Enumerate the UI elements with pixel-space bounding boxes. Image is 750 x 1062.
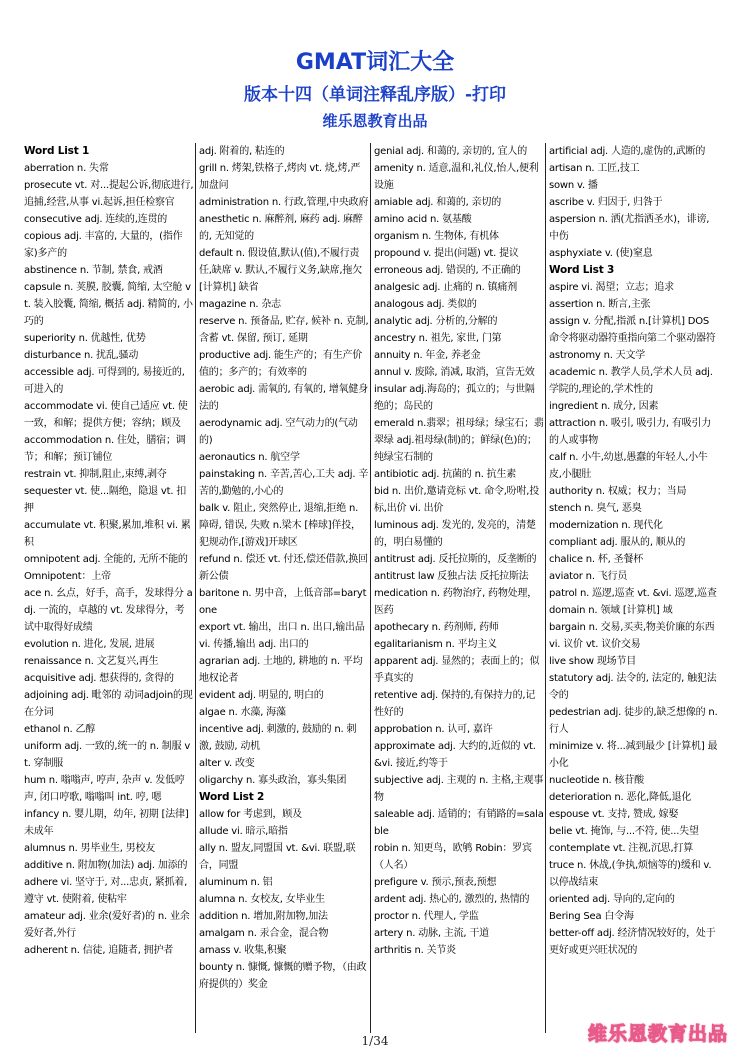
vocab-entry: anesthetic n. 麻醉剂, 麻药 adj. 麻醉的, 无知觉的 <box>199 214 363 242</box>
column-divider <box>195 143 196 1033</box>
vocab-entry: ascribe v. 归因于, 归咎于 <box>549 197 663 208</box>
vocab-entry: luminous adj. 发光的, 发亮的，清楚的，明白易懂的 <box>374 520 536 548</box>
vocab-entry: chalice n. 杯, 圣餐杯 <box>549 554 644 565</box>
vocab-entry: modernization n. 现代化 <box>549 520 663 531</box>
vocab-entry: incentive adj. 刺激的, 鼓励的 n. 刺激, 鼓励, 动机 <box>199 724 357 752</box>
vocab-entry: approbation n. 认可, 嘉许 <box>374 724 493 735</box>
vocab-entry: pedestrian adj. 徒步的,缺乏想像的 n. 行人 <box>549 707 718 735</box>
vocab-entry: hum n. 嗡嗡声, 哼声, 杂声 v. 发低哼声, 闭口哼歌, 嗡嗡叫 int. 哼, 嗯 <box>24 775 185 803</box>
vocab-entry: patrol n. 巡逻,巡查 vt. &vi. 巡逻,巡查 <box>549 588 717 599</box>
vocab-entry: analgesic adj. 止痛的 n. 镇痛剂 <box>374 282 518 293</box>
vocab-entry: truce n. 休战,(争执,烦恼等的)缓和 v. 以停战结束 <box>549 860 712 888</box>
vocab-entry: bounty n. 慷慨, 慷慨的赠予物，（由政府提供的）奖金 <box>199 962 367 990</box>
vocab-entry: aerobic adj. 需氧的, 有氧的, 增氧健身法的 <box>199 384 369 412</box>
vocab-entry: belie vt. 掩饰, 与...不符, 使...失望 <box>549 826 699 837</box>
vocab-entry: propound v. 提出(问题) vt. 提议 <box>374 248 519 259</box>
vocab-entry: alumnus n. 男毕业生, 男校友 <box>24 843 156 854</box>
vocab-entry: reserve n. 预备品, 贮存, 候补 n. 克制, 含蓄 vt. 保留, 预订, 延期 <box>199 316 369 344</box>
vocab-entry: sequester vt. 使...隔绝，隐退 vt. 扣押 <box>24 486 187 514</box>
vocab-entry: academic n. 教学人员,学术人员 adj. 学院的,理论的,学术性的 <box>549 367 713 395</box>
vocab-entry: saleable adj. 适销的；有销路的=salable <box>374 809 544 837</box>
vocab-entry: asphyxiate v. (使)窒息 <box>549 248 653 259</box>
vocab-entry: contemplate vt. 注视,沉思,打算 <box>549 843 694 854</box>
vocab-entry: administration n. 行政,管理,中央政府 <box>199 197 369 208</box>
vocab-entry: ancestry n. 祖先, 家世, 门第 <box>374 333 502 344</box>
vocab-entry: uniform adj. 一致的,统一的 n. 制服 vt. 穿制服 <box>24 741 191 769</box>
vocab-entry: compliant adj. 服从的, 顺从的 <box>549 537 686 548</box>
vocab-entry: grill n. 烤架,铁格子,烤肉 vt. 烧,烤,严加盘问 <box>199 163 361 191</box>
vocab-entry: evident adj. 明显的, 明白的 <box>199 690 324 701</box>
vocab-entry: adhere vi. 坚守于, 对...忠贞, 紧抓着, 遵守 vt. 使附着, 使粘牢 <box>24 877 188 905</box>
word-column-1 <box>24 143 194 1033</box>
vocab-entry: allude vi. 暗示,暗指 <box>199 826 288 837</box>
vocab-entry: balk v. 阻止, 突然停止, 退缩,拒绝 n. 障碍, 错误, 失败 n.梁木 [棒球]佯投，犯规动作,[游戏]开球区 <box>199 503 361 548</box>
vocab-entry: espouse vt. 支持, 赞成, 嫁娶 <box>549 809 679 820</box>
vocab-entry: disturbance n. 扰乱,骚动 <box>24 350 139 361</box>
vocab-entry: aluminum n. 铝 <box>199 877 273 888</box>
vocab-entry: erroneous adj. 错误的, 不正确的 <box>374 265 521 276</box>
vocab-entry: proctor n. 代理人, 学监 <box>374 911 479 922</box>
vocab-entry: aberration n. 失常 <box>24 163 109 174</box>
vocab-entry: nucleotide n. 核苷酸 <box>549 775 644 786</box>
vocab-entry: prosecute vt. 对...提起公诉,彻底进行,追捕,经营,从事 vi.起诉,担任检察官 <box>24 180 194 208</box>
vocab-entry: amenity n. 适意,温和,礼仪,怡人,便利设施 <box>374 163 539 191</box>
vocab-entry: robin n. 知更鸟，欧鸲 Robin：罗宾（人名） <box>374 843 532 871</box>
column-divider <box>370 143 371 1033</box>
vocab-entry: infancy n. 婴儿期，幼年, 初期 [法律]未成年 <box>24 809 189 837</box>
word-column-2 <box>199 143 369 1033</box>
vocab-entry: live show 现场节目 <box>549 656 637 667</box>
vocab-entry: accommodation n. 住处，膳宿；调节；和解；预订铺位 <box>24 435 186 463</box>
vocab-entry: adj. 附着的, 粘连的 <box>199 146 285 157</box>
vocab-entry: bid n. 出价,邀请竞标 vt. 命令,吩咐,投标,出价 vi. 出价 <box>374 486 540 514</box>
vocab-entry: aeronautics n. 航空学 <box>199 452 300 463</box>
vocab-entry: baritone n. 男中音，上低音部=barytone <box>199 588 367 616</box>
vocab-entry: capsule n. 荚膜, 胶囊, 简缩, 太空舱 vt. 装入胶囊, 简缩, 概括 adj. 精简的, 小巧的 <box>24 282 193 327</box>
vocab-entry: medication n. 药物治疗, 药物处理，医药 <box>374 588 538 616</box>
vocab-entry: attraction n. 吸引, 吸引力, 有吸引力的人或事物 <box>549 418 712 446</box>
vocab-entry: restrain vt. 抑制,阻止,束缚,剥夺 <box>24 469 167 480</box>
vocab-entry: algae n. 水藻, 海藻 <box>199 707 286 718</box>
vocab-entry: addition n. 增加,附加物,加法 <box>199 911 328 922</box>
vocab-entry: amiable adj. 和蔼的, 亲切的 <box>374 197 502 208</box>
vocab-entry: bargain n. 交易,买卖,物美价廉的东西 vi. 议价 vt. 议价交易 <box>549 622 715 650</box>
word-list-heading: Word List 3 <box>549 264 615 276</box>
vocab-entry: oriented adj. 导向的,定向的 <box>549 894 675 905</box>
vocab-entry: retentive adj. 保持的,有保持力的,记性好的 <box>374 690 536 718</box>
vocab-entry: aspersion n. 洒(尤指洒圣水)，诽谤, 中伤 <box>549 214 710 242</box>
vocab-entry: painstaking n. 辛苦,苦心,工夫 adj. 辛苦的,勤勉的,小心的 <box>199 469 369 497</box>
vocab-entry: amateur adj. 业余(爱好者)的 n. 业余爱好者,外行 <box>24 911 190 939</box>
vocab-entry: amino acid n. 氨基酸 <box>374 214 472 225</box>
vocab-entry: productive adj. 能生产的；有生产价值的；多产的；有效率的 <box>199 350 363 378</box>
vocab-entry: accessible adj. 可得到的, 易接近的, 可进入的 <box>24 367 185 395</box>
vocab-entry: artery n. 动脉, 主流, 干道 <box>374 928 489 939</box>
vocab-entry: copious adj. 丰富的, 大量的，(指作家)多产的 <box>24 231 183 259</box>
vocab-entry: analytic adj. 分析的,分解的 <box>374 316 498 327</box>
vocab-entry: Bering Sea 白令海 <box>549 911 634 922</box>
vocab-entry: genial adj. 和蔼的, 亲切的, 宜人的 <box>374 146 528 157</box>
vocab-entry: domain n. 领域 [计算机] 域 <box>549 605 673 616</box>
vocab-entry: antibiotic adj. 抗菌的 n. 抗生素 <box>374 469 517 480</box>
vocab-entry: apothecary n. 药剂师, 药师 <box>374 622 499 633</box>
vocab-entry: amalgam n. 汞合金，混合物 <box>199 928 329 939</box>
vocab-entry: assertion n. 断言,主张 <box>549 299 651 310</box>
vocab-entry: ingredient n. 成分, 因素 <box>549 401 659 412</box>
vocab-entry: aviator n. 飞行员 <box>549 571 628 582</box>
vocab-entry: assign v. 分配,指派 n.[计算机] DOS 命令将驱动器符重指向第二个驱动器符 <box>549 316 716 344</box>
vocab-entry: magazine n. 杂志 <box>199 299 281 310</box>
vocab-entry: ethanol n. 乙醇 <box>24 724 96 735</box>
vocab-entry: additive n. 附加物(加法) adj. 加添的 <box>24 860 188 871</box>
vocab-entry: aerodynamic adj. 空气动力的(气动的) <box>199 418 358 446</box>
vocab-entry: artisan n. 工匠,技工 <box>549 163 640 174</box>
vocab-entry: sown v. 播 <box>549 180 598 191</box>
vocab-entry: apparent adj. 显然的；表面上的；似乎真实的 <box>374 656 540 684</box>
vocab-entry: refund n. 偿还 vt. 付还,偿还借款,换回新公债 <box>199 554 368 582</box>
vocab-entry: agrarian adj. 土地的, 耕地的 n. 平均地权论者 <box>199 656 363 684</box>
vocab-entry: superiority n. 优越性, 优势 <box>24 333 146 344</box>
vocab-entry: authority n. 权威；权力；当局 <box>549 486 687 497</box>
word-list-heading: Word List 2 <box>199 791 265 803</box>
column-divider <box>545 143 546 1033</box>
vocab-entry: arthritis n. 关节炎 <box>374 945 456 956</box>
vocab-entry: oligarchy n. 寡头政治，寡头集团 <box>199 775 347 786</box>
vocab-entry: approximate adj. 大约的,近似的 vt. &vi. 接近,约等于 <box>374 741 536 769</box>
vocab-entry: analogous adj. 类似的 <box>374 299 477 310</box>
vocab-entry: accommodate vi. 使自己适应 vt. 使一致，和解；提供方便；容纳；顾及 <box>24 401 188 429</box>
vocab-entry: prefigure v. 预示,预表,预想 <box>374 877 497 888</box>
word-column-4 <box>549 143 719 1033</box>
vocab-entry: subjective adj. 主观的 n. 主格,主观事物 <box>374 775 544 803</box>
vocab-entry: acquisitive adj. 想获得的, 贪得的 <box>24 673 174 684</box>
vocab-entry: alter v. 改变 <box>199 758 255 769</box>
vocab-entry: adherent n. 信徒, 追随者, 拥护者 <box>24 945 174 956</box>
vocab-entry: export vt. 输出，出口 n. 出口,输出品 vi. 传播,输出 adj. 出口的 <box>199 622 365 650</box>
vocab-entry: astronomy n. 天文学 <box>549 350 646 361</box>
vocab-entry: accumulate vt. 积聚,累加,堆积 vi. 累积 <box>24 520 191 548</box>
vocab-entry: consecutive adj. 连续的,连贯的 <box>24 214 168 225</box>
vocab-entry: better-off adj. 经济情况较好的，处于更好或更兴旺状况的 <box>549 928 716 956</box>
watermark-logo: 维乐恩教育出品 <box>587 1023 728 1045</box>
vocab-entry: emerald n.翡翠；祖母绿；绿宝石；翡翠绿 adj.祖母绿(制)的；鲜绿(色)的；纯绿宝石制的 <box>374 418 544 463</box>
vocab-entry: annuity n. 年金, 养老金 <box>374 350 481 361</box>
word-column-3 <box>374 143 544 1033</box>
vocab-entry: default n. 假设值,默认(值),不履行责任,缺席 v. 默认,不履行义务,缺席,拖欠 [计算机] 缺省 <box>199 248 362 293</box>
vocab-entry: statutory adj. 法令的, 法定的, 触犯法令的 <box>549 673 717 701</box>
vocab-entry: adjoining adj. 毗邻的 动词adjoin的现在分词 <box>24 690 193 718</box>
vocab-entry: insular adj.海岛的；孤立的；与世隔绝的；岛民的 <box>374 384 535 412</box>
vocab-entry: annul v. 废除, 消减, 取消，宣告无效 <box>374 367 535 378</box>
page-subtitle: 版本十四（单词注释乱序版）-打印 <box>243 85 507 105</box>
page-title: GMAT词汇大全 <box>295 50 455 75</box>
publisher-line: 维乐恩教育出品 <box>322 112 428 130</box>
vocab-entry: allow for 考虑到，顾及 <box>199 809 302 820</box>
vocab-entry: abstinence n. 节制, 禁食, 戒酒 <box>24 265 163 276</box>
vocab-entry: amass v. 收集,积聚 <box>199 945 287 956</box>
vocab-entry: stench n. 臭气, 恶臭 <box>549 503 642 514</box>
page-number: 1/34 <box>361 1034 389 1048</box>
vocab-entry: egalitarianism n. 平均主义 <box>374 639 497 650</box>
vocab-entry: alumna n. 女校友, 女毕业生 <box>199 894 325 905</box>
vocab-entry: deterioration n. 恶化,降低,退化 <box>549 792 692 803</box>
vocab-entry: antitrust law 反独占法 反托拉斯法 <box>374 571 529 582</box>
vocab-entry: ace n. 幺点，好手，高手，发球得分 adj. 一流的，卓越的 vt. 发球得分，考试中取得好成绩 <box>24 588 193 633</box>
word-list-heading: Word List 1 <box>24 145 90 157</box>
vocab-entry: ardent adj. 热心的, 激烈的, 热情的 <box>374 894 530 905</box>
vocab-entry: evolution n. 进化, 发展, 进展 <box>24 639 155 650</box>
vocab-entry: organism n. 生物体, 有机体 <box>374 231 499 242</box>
vocab-entry: ally n. 盟友,同盟国 vt. &vi. 联盟,联合，同盟 <box>199 843 356 871</box>
vocab-entry: artificial adj. 人造的,虚伪的,武断的 <box>549 146 706 157</box>
vocab-entry: antitrust adj. 反托拉斯的，反垄断的 <box>374 554 537 565</box>
vocab-entry: calf n. 小牛,幼崽,愚蠢的年轻人,小牛皮,小腿肚 <box>549 452 708 480</box>
vocab-entry: renaissance n. 文艺复兴,再生 <box>24 656 159 667</box>
vocab-entry: minimize v. 将...减到最少 [计算机] 最小化 <box>549 741 718 769</box>
vocab-entry: aspire vi. 渴望；立志；追求 <box>549 282 674 293</box>
vocab-entry: omnipotent adj. 全能的, 无所不能的 Omnipotent：上帝 <box>24 554 188 582</box>
